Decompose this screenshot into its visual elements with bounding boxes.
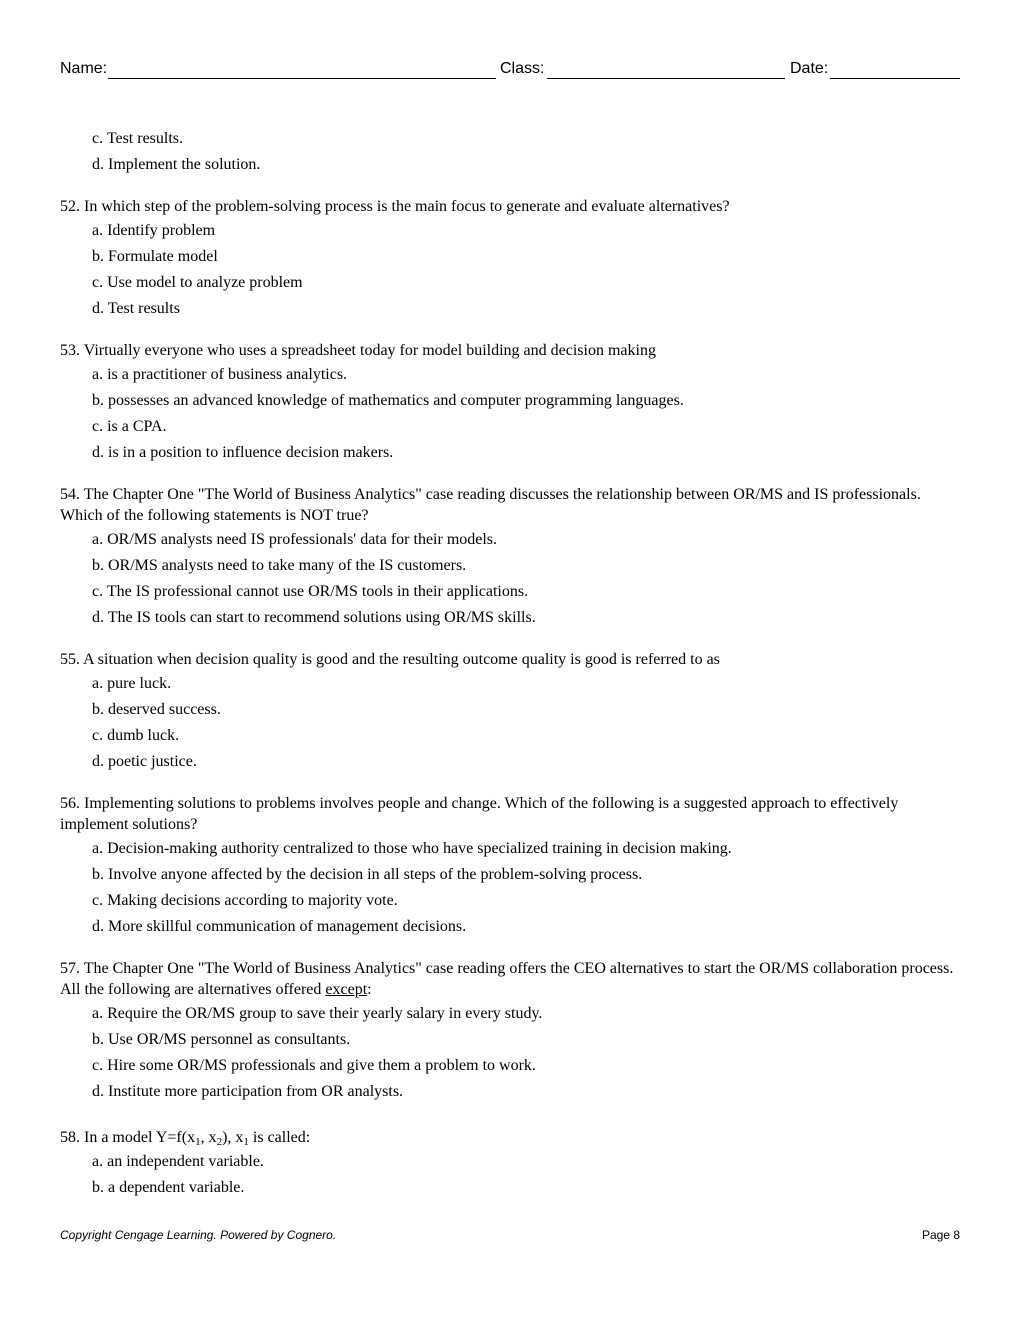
question-text: Implementing solutions to problems involves people and change. Which of the following is a suggested approach to effectively implement solutions? <box>60 795 899 833</box>
answer-option: b. Involve anyone affected by the decision in all steps of the problem-solving process. <box>92 866 643 883</box>
answer-option: c. Use model to analyze problem <box>92 274 303 291</box>
question-number: 54. <box>60 486 80 503</box>
answer-option: c. Test results. <box>92 130 184 147</box>
answer-option: a. Decision-making authority centralized to those who have specialized training in decision making. <box>92 840 732 857</box>
question-stem <box>60 340 960 361</box>
answer-option: b. Use OR/MS personnel as consultants. <box>92 1031 351 1048</box>
question-53 <box>60 340 960 468</box>
date-blank-line[interactable] <box>830 78 960 79</box>
question-stem <box>60 958 960 1000</box>
emphasis-except: except <box>325 981 368 998</box>
name-label: Name: <box>60 60 108 77</box>
answer-option: b. possesses an advanced knowledge of mathematics and computer programming languages. <box>92 392 684 409</box>
page-number: Page 8 <box>921 1228 960 1242</box>
question-text: The Chapter One "The World of Business Analytics" case reading offers the CEO alternatives to start the OR/MS collaboration process. All the following are alternatives offered <box>60 960 954 998</box>
answer-option: a. OR/MS analysts need IS professionals' data for their models. <box>92 531 498 548</box>
copyright-notice: Copyright Cengage Learning. Powered by Cognero. <box>60 1228 337 1242</box>
answer-option: d. Test results <box>92 300 180 317</box>
question-56 <box>60 793 960 942</box>
answer-option: a. Require the OR/MS group to save their yearly salary in every study. <box>92 1005 543 1022</box>
question-text-end: : <box>367 981 372 998</box>
question-54 <box>60 484 960 633</box>
answer-option: c. is a CPA. <box>92 418 167 435</box>
answer-option: d. Implement the solution. <box>92 156 261 173</box>
answer-option: a. is a practitioner of business analytics. <box>92 366 348 383</box>
question-55 <box>60 649 960 777</box>
question-stem <box>60 196 960 217</box>
answer-option: b. deserved success. <box>92 701 221 718</box>
question-text: The Chapter One "The World of Business Analytics" case reading discusses the relationship between OR/MS and IS professionals. Which of the following statements is NOT true? <box>60 486 921 524</box>
question-58 <box>60 1127 960 1203</box>
answer-option: b. Formulate model <box>92 248 218 265</box>
class-label: Class: <box>500 60 545 77</box>
answer-option: d. poetic justice. <box>92 753 197 770</box>
answer-option: a. Identify problem <box>92 222 216 239</box>
question-number: 58. <box>60 1129 80 1146</box>
continued-options <box>60 128 960 180</box>
answer-option: a. pure luck. <box>92 675 172 692</box>
student-info-header <box>60 58 960 82</box>
class-blank-line[interactable] <box>547 78 785 79</box>
question-number: 57. <box>60 960 80 977</box>
answer-option: d. The IS tools can start to recommend solutions using OR/MS skills. <box>92 609 536 626</box>
answer-option: c. Hire some OR/MS professionals and give them a problem to work. <box>92 1057 536 1074</box>
question-number: 52. <box>60 198 80 215</box>
answer-option: c. dumb luck. <box>92 727 180 744</box>
answer-option: a. an independent variable. <box>92 1153 264 1170</box>
question-text: Virtually everyone who uses a spreadsheet today for model building and decision making <box>83 342 656 359</box>
date-label: Date: <box>790 60 829 77</box>
question-number: 53. <box>60 342 80 359</box>
question-57 <box>60 958 960 1107</box>
question-text: In which step of the problem-solving process is the main focus to generate and evaluate alternatives? <box>84 198 730 215</box>
answer-option: d. More skillful communication of management decisions. <box>92 918 467 935</box>
answer-option: c. Making decisions according to majority vote. <box>92 892 398 909</box>
question-list <box>60 128 960 1203</box>
question-stem <box>60 484 960 526</box>
question-stem <box>60 649 960 670</box>
question-stem <box>60 793 960 835</box>
question-number: 56. <box>60 795 80 812</box>
answer-option: d. Institute more participation from OR analysts. <box>92 1083 404 1100</box>
answer-option: c. The IS professional cannot use OR/MS tools in their applications. <box>92 583 529 600</box>
answer-option: b. a dependent variable. <box>92 1179 245 1196</box>
question-number: 55. <box>60 651 80 668</box>
answer-option: b. OR/MS analysts need to take many of the IS customers. <box>92 557 467 574</box>
page-footer <box>60 1228 960 1244</box>
name-blank-line[interactable] <box>108 78 496 79</box>
question-text: A situation when decision quality is good and the resulting outcome quality is good is referred to as <box>83 651 720 668</box>
question-text: In a model $Y=f(x_1$, $x_2$), $x_1$ is called: <box>84 1129 311 1148</box>
answer-option: d. is in a position to influence decision makers. <box>92 444 394 461</box>
question-52 <box>60 196 960 324</box>
question-stem <box>60 1127 960 1148</box>
